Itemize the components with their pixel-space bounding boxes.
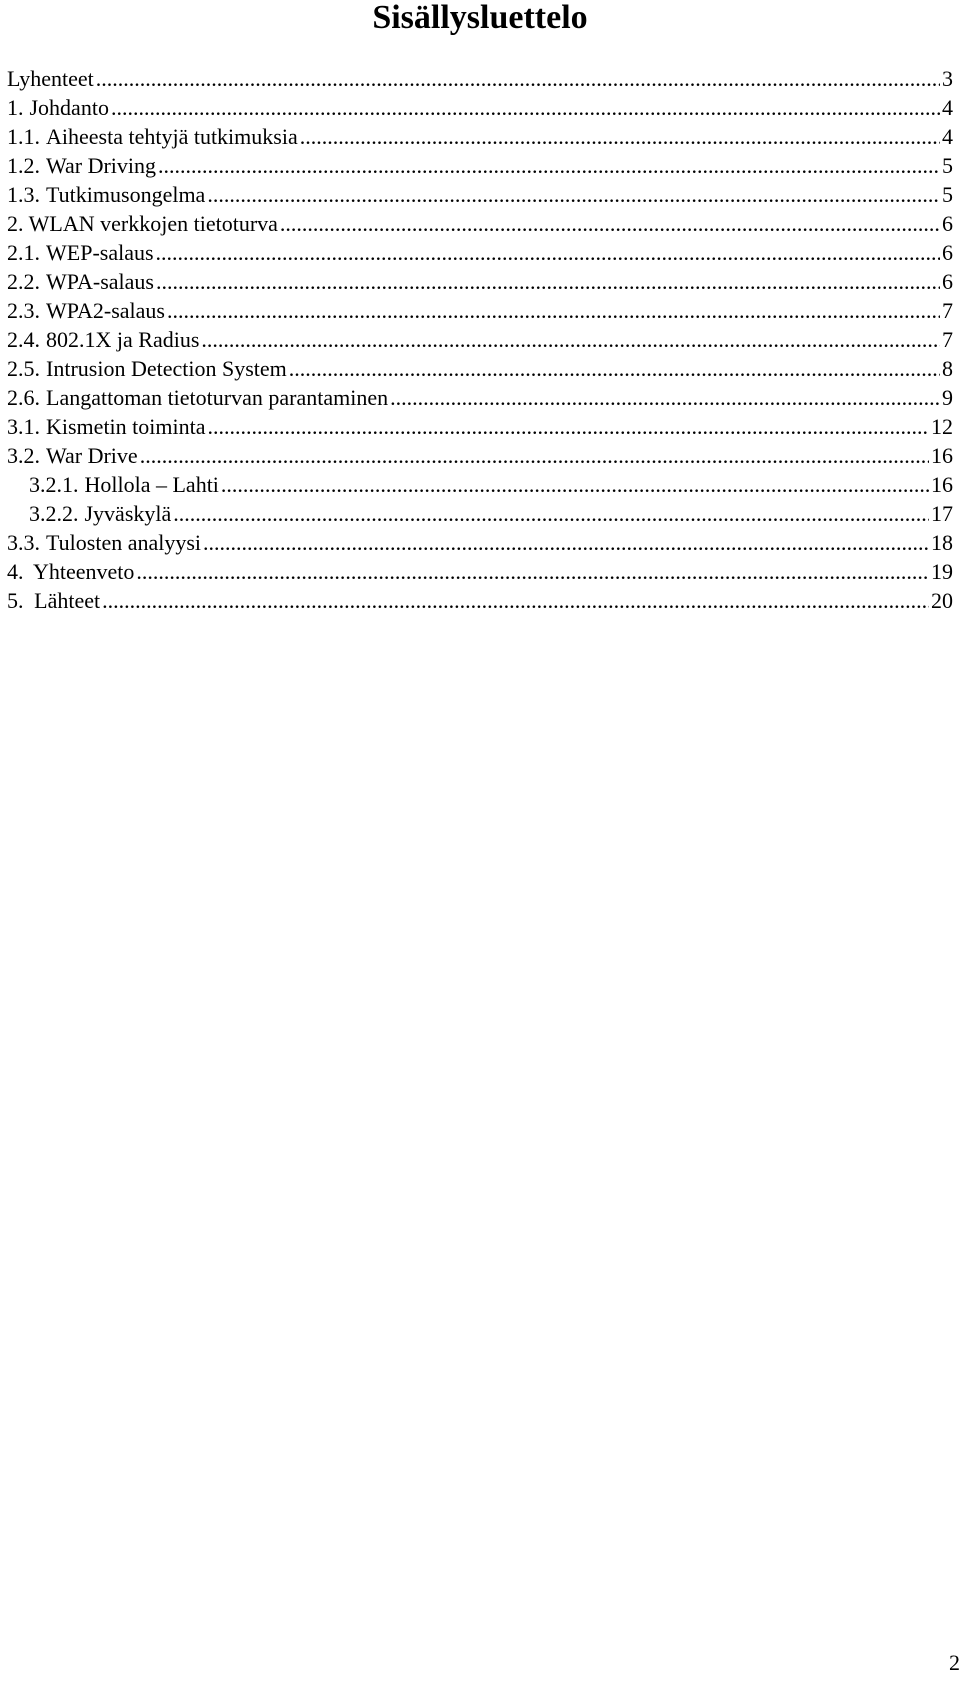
toc-entry-summary[interactable] bbox=[7, 557, 953, 586]
toc-entry-page: 20 bbox=[931, 588, 953, 613]
toc-entry-page: 12 bbox=[931, 414, 953, 439]
toc-entry-number: 2. bbox=[7, 211, 24, 236]
toc-dot-leader bbox=[156, 267, 940, 296]
toc-entry-text: Tulosten analyysi bbox=[46, 530, 202, 555]
toc-entry-number: 2.2. bbox=[7, 269, 40, 294]
toc-dot-leader bbox=[221, 470, 929, 499]
toc-entry-text: Intrusion Detection System bbox=[46, 356, 287, 381]
toc-entry-text: Kismetin toiminta bbox=[46, 414, 206, 439]
toc-entry-page: 7 bbox=[942, 327, 953, 352]
toc-dot-leader bbox=[203, 528, 929, 557]
toc-entry-text: WLAN verkkojen tietoturva bbox=[28, 211, 278, 236]
page-number: 2 bbox=[949, 1650, 960, 1675]
toc-entry-ids[interactable] bbox=[7, 354, 953, 383]
toc-dot-leader bbox=[207, 180, 940, 209]
toc-entry-page: 6 bbox=[942, 211, 953, 236]
toc-entry-text: Yhteenveto bbox=[33, 559, 135, 584]
toc-entry-text: Hollola – Lahti bbox=[84, 472, 219, 497]
toc-entry-page: 5 bbox=[942, 153, 953, 178]
toc-entry-text: Johdanto bbox=[29, 95, 109, 120]
toc-entry-page: 16 bbox=[931, 443, 953, 468]
toc-entry-text: War Drive bbox=[46, 443, 138, 468]
toc-entry-text: WEP-salaus bbox=[46, 240, 154, 265]
toc-entry-results-analysis[interactable] bbox=[7, 528, 953, 557]
toc-dot-leader bbox=[300, 122, 940, 151]
toc-entry-text: Lähteet bbox=[34, 588, 101, 613]
toc-entry-page: 16 bbox=[931, 472, 953, 497]
toc-dot-leader bbox=[289, 354, 940, 383]
toc-entry-page: 4 bbox=[942, 95, 953, 120]
toc-entry-text: WPA2-salaus bbox=[46, 298, 165, 323]
toc-entry-text: WPA-salaus bbox=[46, 269, 154, 294]
toc-entry-number: 3.2.1. bbox=[29, 472, 79, 497]
page-title: Sisällysluettelo bbox=[372, 0, 588, 36]
toc-entry-number: 2.5. bbox=[7, 356, 40, 381]
toc-entry-war-driving[interactable] bbox=[7, 151, 953, 180]
toc-entry-introduction[interactable] bbox=[7, 93, 953, 122]
toc-entry-number: 3.2.2. bbox=[29, 501, 79, 526]
toc-entry-war-drive[interactable] bbox=[7, 441, 953, 470]
toc-entry-page: 8 bbox=[942, 356, 953, 381]
toc-entry-page: 3 bbox=[942, 66, 953, 91]
toc-entry-page: 9 bbox=[942, 385, 953, 410]
toc-entry-number: 1.1. bbox=[7, 124, 40, 149]
toc-entry-page: 6 bbox=[942, 240, 953, 265]
toc-entry-text: 802.1X ja Radius bbox=[46, 327, 200, 352]
toc-dot-leader bbox=[158, 151, 940, 180]
toc-entry-text: Lyhenteet bbox=[7, 66, 94, 91]
toc-entry-page: 7 bbox=[942, 298, 953, 323]
toc-dot-leader bbox=[167, 296, 940, 325]
toc-dot-leader bbox=[156, 238, 940, 267]
toc-entry-page: 19 bbox=[931, 559, 953, 584]
toc-entry-improving-security[interactable] bbox=[7, 383, 953, 412]
toc-entry-jyvaskyla[interactable] bbox=[7, 499, 953, 528]
toc-entry-references[interactable] bbox=[7, 586, 953, 615]
toc-entry-text: Aiheesta tehtyjä tutkimuksia bbox=[46, 124, 298, 149]
toc-entry-number: 1. bbox=[7, 95, 24, 120]
toc-entry-hollola-lahti[interactable] bbox=[7, 470, 953, 499]
toc-dot-leader bbox=[208, 412, 930, 441]
toc-entry-page: 17 bbox=[931, 501, 953, 526]
toc-dot-leader bbox=[173, 499, 929, 528]
toc-entry-previous-research[interactable] bbox=[7, 122, 953, 151]
toc-entry-text: Jyväskylä bbox=[84, 501, 172, 526]
toc-entry-number: 3.1. bbox=[7, 414, 40, 439]
table-of-contents bbox=[7, 64, 953, 615]
toc-entry-number: 2.3. bbox=[7, 298, 40, 323]
toc-entry-text: Langattoman tietoturvan parantaminen bbox=[46, 385, 389, 410]
toc-dot-leader bbox=[390, 383, 940, 412]
toc-entry-page: 6 bbox=[942, 269, 953, 294]
toc-entry-page: 18 bbox=[931, 530, 953, 555]
toc-entry-number: 2.4. bbox=[7, 327, 40, 352]
toc-entry-kismet[interactable] bbox=[7, 412, 953, 441]
toc-entry-abbreviations[interactable] bbox=[7, 64, 953, 93]
toc-entry-text: War Driving bbox=[46, 153, 157, 178]
toc-entry-number: 1.3. bbox=[7, 182, 40, 207]
toc-entry-number: 4. bbox=[7, 559, 24, 584]
toc-entry-wpa2[interactable] bbox=[7, 296, 953, 325]
toc-entry-wpa[interactable] bbox=[7, 267, 953, 296]
toc-dot-leader bbox=[111, 93, 940, 122]
toc-dot-leader bbox=[140, 441, 929, 470]
toc-dot-leader bbox=[102, 586, 929, 615]
toc-entry-number: 1.2. bbox=[7, 153, 40, 178]
toc-dot-leader bbox=[280, 209, 940, 238]
toc-entry-number: 3.2. bbox=[7, 443, 40, 468]
toc-dot-leader bbox=[96, 64, 940, 93]
toc-entry-8021x-radius[interactable] bbox=[7, 325, 953, 354]
toc-dot-leader bbox=[201, 325, 940, 354]
toc-dot-leader bbox=[136, 557, 929, 586]
toc-entry-research-problem[interactable] bbox=[7, 180, 953, 209]
toc-entry-page: 5 bbox=[942, 182, 953, 207]
toc-entry-number: 3.3. bbox=[7, 530, 40, 555]
toc-entry-number: 2.6. bbox=[7, 385, 40, 410]
toc-entry-number: 2.1. bbox=[7, 240, 40, 265]
toc-entry-wep[interactable] bbox=[7, 238, 953, 267]
toc-entry-wlan-security[interactable] bbox=[7, 209, 953, 238]
toc-entry-page: 4 bbox=[942, 124, 953, 149]
toc-entry-number: 5. bbox=[7, 588, 24, 613]
toc-entry-text: Tutkimusongelma bbox=[46, 182, 206, 207]
